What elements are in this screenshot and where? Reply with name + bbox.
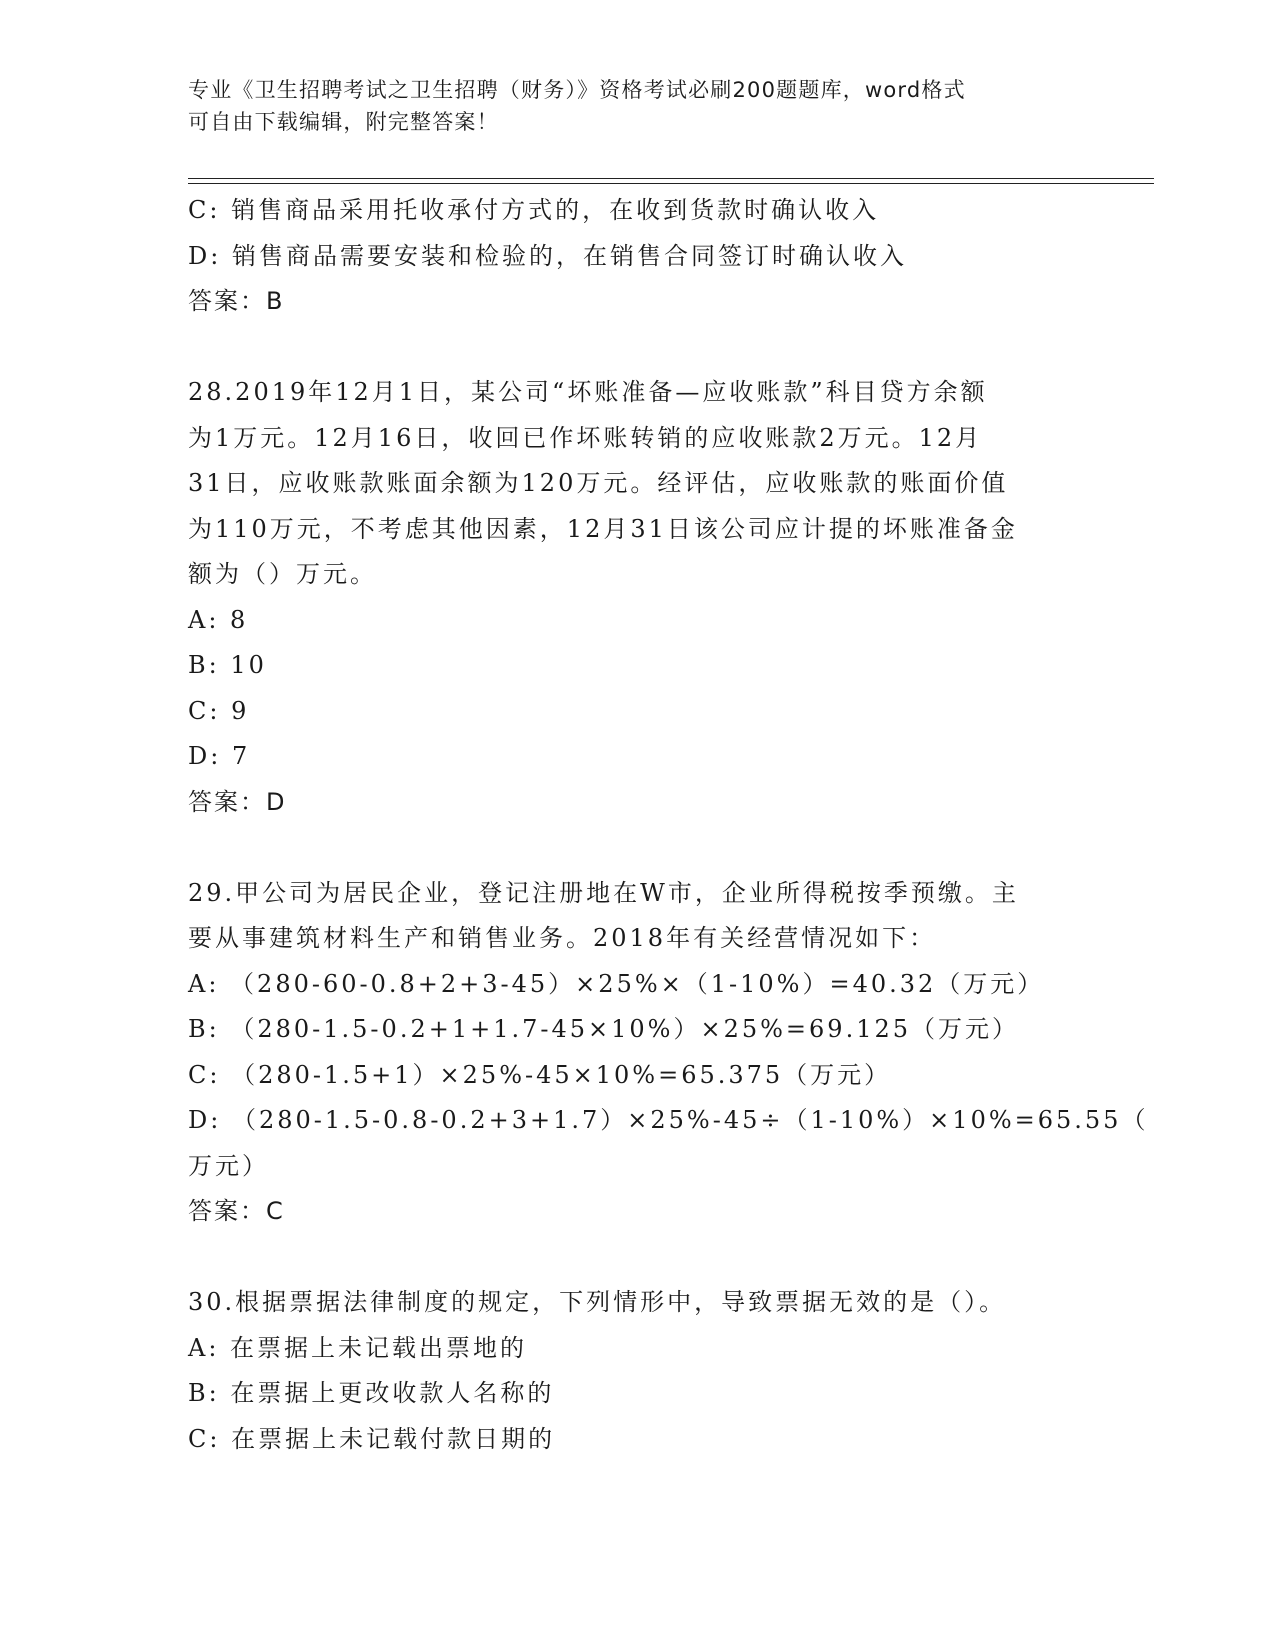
spacer <box>188 325 1088 371</box>
q28-option-a: A: 8 <box>188 605 249 634</box>
q30-option-b: B: 在票据上更改收款人名称的 <box>188 1379 555 1407</box>
q30-option-a: A: 在票据上未记载出票地的 <box>188 1333 528 1362</box>
q29-stem-line-2: 要从事建筑材料生产和销售业务。2018年有关经营情况如下： <box>188 924 937 952</box>
header-line-2: 可自由下载编辑，附完整答案！ <box>188 110 499 134</box>
q28-stem-line-2: 为1万元。12月16日，收回已作坏账转销的应收账款2万元。12月 <box>188 423 983 452</box>
q28-stem-line-1: 28.2019年12月1日，某公司“坏账准备—应收账款”科目贷方余额 <box>188 378 988 406</box>
q30-option-c: C: 在票据上未记载付款日期的 <box>188 1424 556 1453</box>
q29-option-d-line-1: D: （280-1.5-0.8-0.2+3+1.7）×25%-45÷（1-10%）×10%=65.55（ <box>188 1106 1149 1134</box>
document-header <box>188 74 1088 138</box>
q28-option-b: B: 10 <box>188 651 267 679</box>
spacer <box>188 1235 1088 1281</box>
q28-option-d: D: 7 <box>188 742 251 770</box>
document-body <box>188 188 1149 1462</box>
prev-question-option-c: C: 销售商品采用托收承付方式的，在收到货款时确认收入 <box>188 196 880 224</box>
header-rule-bottom <box>188 183 1154 184</box>
q28-stem-line-4: 为110万元，不考虑其他因素，12月31日该公司应计提的坏账准备金 <box>188 514 1018 543</box>
prev-question-option-d: D: 销售商品需要安装和检验的，在销售合同签订时确认收入 <box>188 241 907 270</box>
q28-option-c: C: 9 <box>188 696 250 725</box>
header-line-1: 专业《卫生招聘考试之卫生招聘（财务）》资格考试必刷200题题库，word格式 <box>188 78 966 102</box>
q29-option-a: A: （280-60-0.8+2+3-45）×25%×（1-10%）=40.32（万元） <box>188 969 1045 998</box>
q28-stem-line-3: 31日，应收账款账面余额为120万元。经评估，应收账款的账面价值 <box>188 469 1009 497</box>
q29-option-b: B: （280-1.5-0.2+1+1.7-45×10%）×25%=69.125（万元） <box>188 1015 1020 1043</box>
q28-answer: 答案：D <box>188 787 287 816</box>
q28-stem-line-5: 额为（）万元。 <box>188 560 377 588</box>
prev-question-answer: 答案：B <box>188 287 285 315</box>
spacer <box>188 825 1088 871</box>
q29-option-c: C: （280-1.5+1）×25%-45×10%=65.375（万元） <box>188 1060 892 1089</box>
q29-option-d-line-2: 万元） <box>188 1151 269 1180</box>
q29-stem-line-1: 29.甲公司为居民企业，登记注册地在W市，企业所得税按季预缴。主 <box>188 878 1019 907</box>
header-rule-top <box>188 178 1154 179</box>
q29-answer: 答案：C <box>188 1197 285 1225</box>
q30-stem-line-1: 30.根据票据法律制度的规定，下列情形中，导致票据无效的是（）。 <box>188 1288 1007 1316</box>
